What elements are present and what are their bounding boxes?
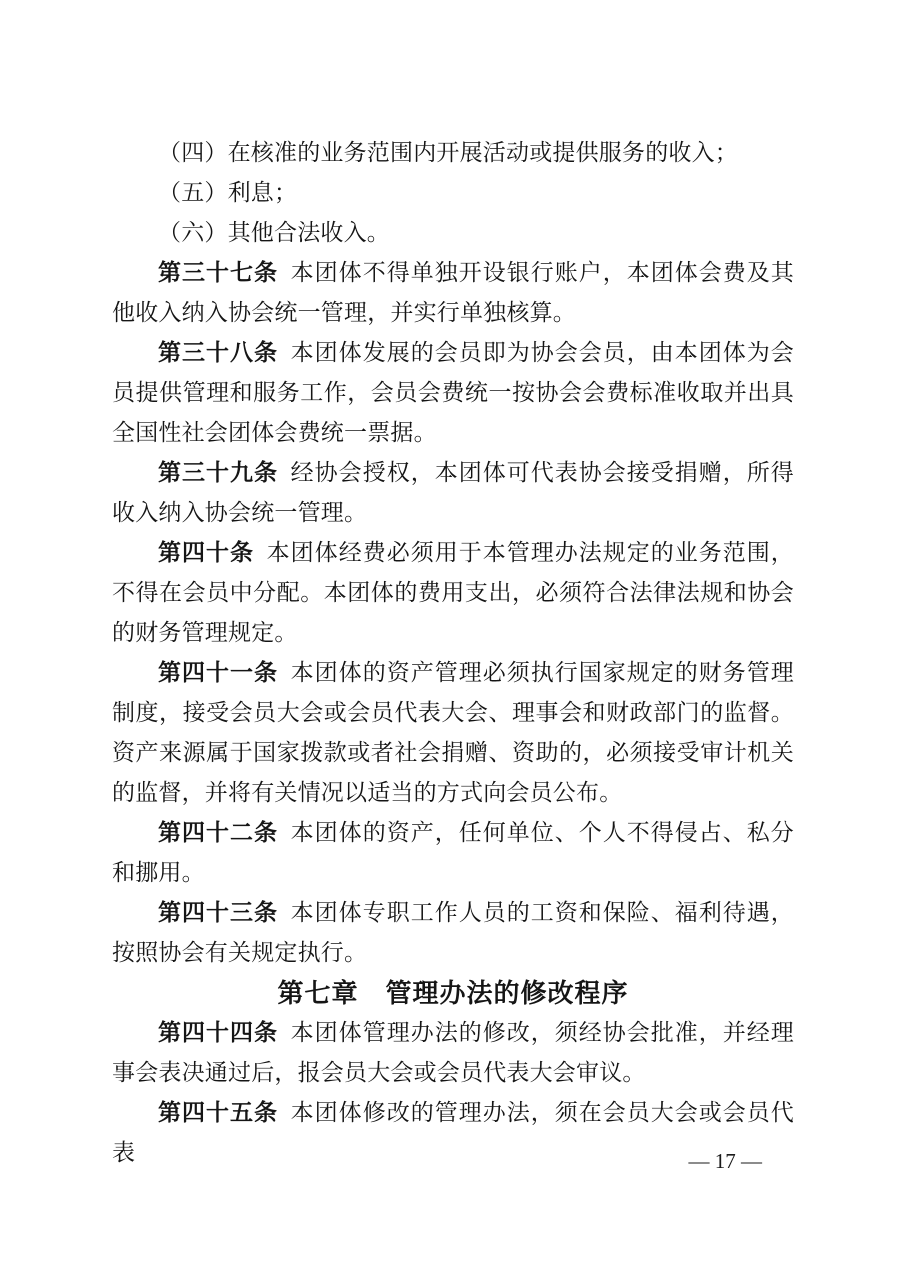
list-item-4 [112, 133, 794, 173]
article-38-text: 本团体发展的会员即为协会会员，由本团体为会员提供管理和服务工作，会员会费统一按协会会费标准收取并出具全国性社会团体会费统一票据。 [112, 340, 794, 445]
article-41-text: 本团体的资产管理必须执行国家规定的财务管理制度，接受会员大会或会员代表大会、理事会和财政部门的监督。资产来源属于国家拨款或者社会捐赠、资助的，必须接受审计机关的监督，并将有关情况以适当的方式向会员公布。 [112, 660, 794, 805]
article-44-text: 本团体管理办法的修改，须经协会批准，并经理事会表决通过后，报会员大会或会员代表大会审议。 [112, 1020, 794, 1085]
article-42 [112, 813, 794, 893]
list-item-5-text: （五）利息； [158, 180, 298, 205]
article-42-text: 本团体的资产，任何单位、个人不得侵占、私分和挪用。 [112, 820, 794, 885]
list-item-6-text: （六）其他合法收入。 [158, 220, 390, 245]
article-44-label: 第四十四条 [158, 1020, 279, 1045]
article-41-label: 第四十一条 [158, 660, 279, 685]
article-43-text: 本团体专职工作人员的工资和保险、福利待遇，按照协会有关规定执行。 [112, 900, 794, 965]
article-42-label: 第四十二条 [158, 820, 279, 845]
article-39-text: 经协会授权，本团体可代表协会接受捐赠，所得收入纳入协会统一管理。 [112, 460, 794, 525]
article-44 [112, 1013, 794, 1093]
list-item-6 [112, 213, 794, 253]
article-37 [112, 253, 794, 333]
list-item-4-text: （四）在核准的业务范围内开展活动或提供服务的收入； [158, 140, 738, 165]
article-39-label: 第三十九条 [158, 460, 279, 485]
article-38 [112, 333, 794, 453]
article-41 [112, 653, 794, 813]
article-43 [112, 893, 794, 973]
article-37-text: 本团体不得单独开设银行账户，本团体会费及其他收入纳入协会统一管理，并实行单独核算。 [112, 260, 794, 325]
document-body [112, 133, 794, 1173]
article-45-label: 第四十五条 [158, 1100, 279, 1125]
article-40 [112, 533, 794, 653]
article-37-label: 第三十七条 [158, 260, 279, 285]
chapter-7-heading: 第七章 管理办法的修改程序 [277, 978, 629, 1008]
article-38-label: 第三十八条 [158, 340, 279, 365]
article-40-text: 本团体经费必须用于本管理办法规定的业务范围，不得在会员中分配。本团体的费用支出，必须符合法律法规和协会的财务管理规定。 [112, 540, 794, 645]
article-39 [112, 453, 794, 533]
list-item-5 [112, 173, 794, 213]
page-number: — 17 — [688, 1149, 762, 1173]
article-43-label: 第四十三条 [158, 900, 279, 925]
article-45-text: 本团体修改的管理办法，须在会员大会或会员代表 [112, 1100, 794, 1165]
article-40-label: 第四十条 [158, 540, 255, 565]
